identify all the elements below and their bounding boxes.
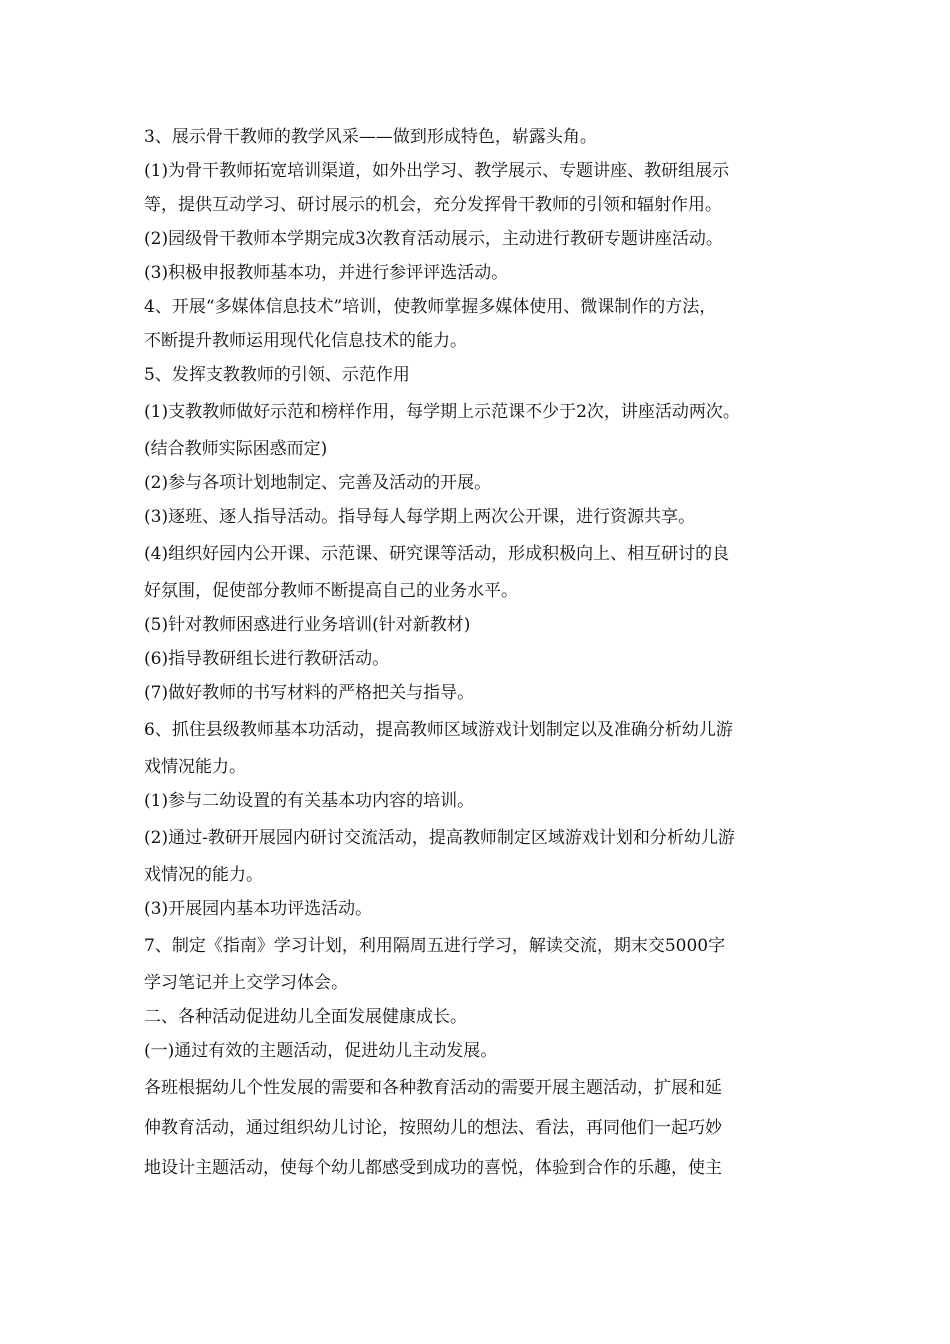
paragraph-continuation: 学习笔记并上交学习体会。 (144, 973, 348, 993)
list-item: (3)开展园内基本功评选活动。 (144, 899, 373, 919)
list-item-continuation: (结合教师实际困惑而定) (144, 439, 328, 459)
paragraph-line: 伸教育活动，通过组织幼儿讨论，按照幼儿的想法、看法，再同他们一起巧妙 (144, 1118, 722, 1138)
list-item: (2)通过-教研开展园内研讨交流活动，提高教师制定区域游戏计划和分析幼儿游 (144, 828, 735, 848)
section-heading-5: 5、发挥支教教师的引领、示范作用 (144, 365, 410, 385)
list-item: (1)支教教师做好示范和榜样作用，每学期上示范课不少于2次，讲座活动两次。 (144, 402, 740, 422)
paragraph-continuation: 不断提升教师运用现代化信息技术的能力。 (144, 331, 467, 351)
list-item: (3)积极申报教师基本功，并进行参评评选活动。 (144, 263, 509, 283)
list-item: (1)为骨干教师拓宽培训渠道，如外出学习、教学展示、专题讲座、教研组展示 (144, 161, 730, 181)
section-heading-6: 6、抓住县级教师基本功活动，提高教师区域游戏计划制定以及准确分析幼儿游 (144, 720, 733, 740)
paragraph-continuation: 戏情况能力。 (144, 757, 246, 777)
list-item: (5)针对教师困惑进行业务培训(针对新教材) (144, 615, 471, 635)
list-item: (2)参与各项计划地制定、完善及活动的开展。 (144, 473, 492, 493)
list-item-continuation: 好氛围，促使部分教师不断提高自己的业务水平。 (144, 581, 518, 601)
paragraph-line: 各班根据幼儿个性发展的需要和各种教育活动的需要开展主题活动，扩展和延 (144, 1078, 722, 1098)
paragraph-line: 地设计主题活动，使每个幼儿都感受到成功的喜悦，体验到合作的乐趣，使主 (144, 1158, 722, 1178)
list-item: (3)逐班、逐人指导活动。指导每人每学期上两次公开课，进行资源共享。 (144, 507, 696, 527)
list-item: (2)园级骨干教师本学期完成3次教育活动展示，主动进行教研专题讲座活动。 (144, 229, 723, 249)
chapter-heading-2: 二、各种活动促进幼儿全面发展健康成长。 (144, 1007, 467, 1027)
list-item: (7)做好教师的书写材料的严格把关与指导。 (144, 683, 475, 703)
list-item: (6)指导教研组长进行教研活动。 (144, 649, 390, 669)
list-item-continuation: 等，提供互动学习、研讨展示的机会，充分发挥骨干教师的引领和辐射作用。 (144, 195, 722, 215)
section-heading-4: 4、开展“多媒体信息技术”培训，使教师掌握多媒体使用、微课制作的方法， (144, 297, 717, 317)
document-body (144, 120, 824, 1188)
list-item: (1)参与二幼设置的有关基本功内容的培训。 (144, 791, 475, 811)
list-item-continuation: 戏情况的能力。 (144, 865, 263, 885)
section-heading-3: 3、展示骨干教师的教学风采——做到形成特色，崭露头角。 (144, 127, 597, 147)
list-item: (4)组织好园内公开课、示范课、研究课等活动，形成积极向上、相互研讨的良 (144, 544, 730, 564)
section-heading-7: 7、制定《指南》学习计划，利用隔周五进行学习，解读交流，期末交5000字 (144, 936, 726, 956)
subsection-heading-1: (一)通过有效的主题活动，促进幼儿主动发展。 (144, 1041, 498, 1061)
